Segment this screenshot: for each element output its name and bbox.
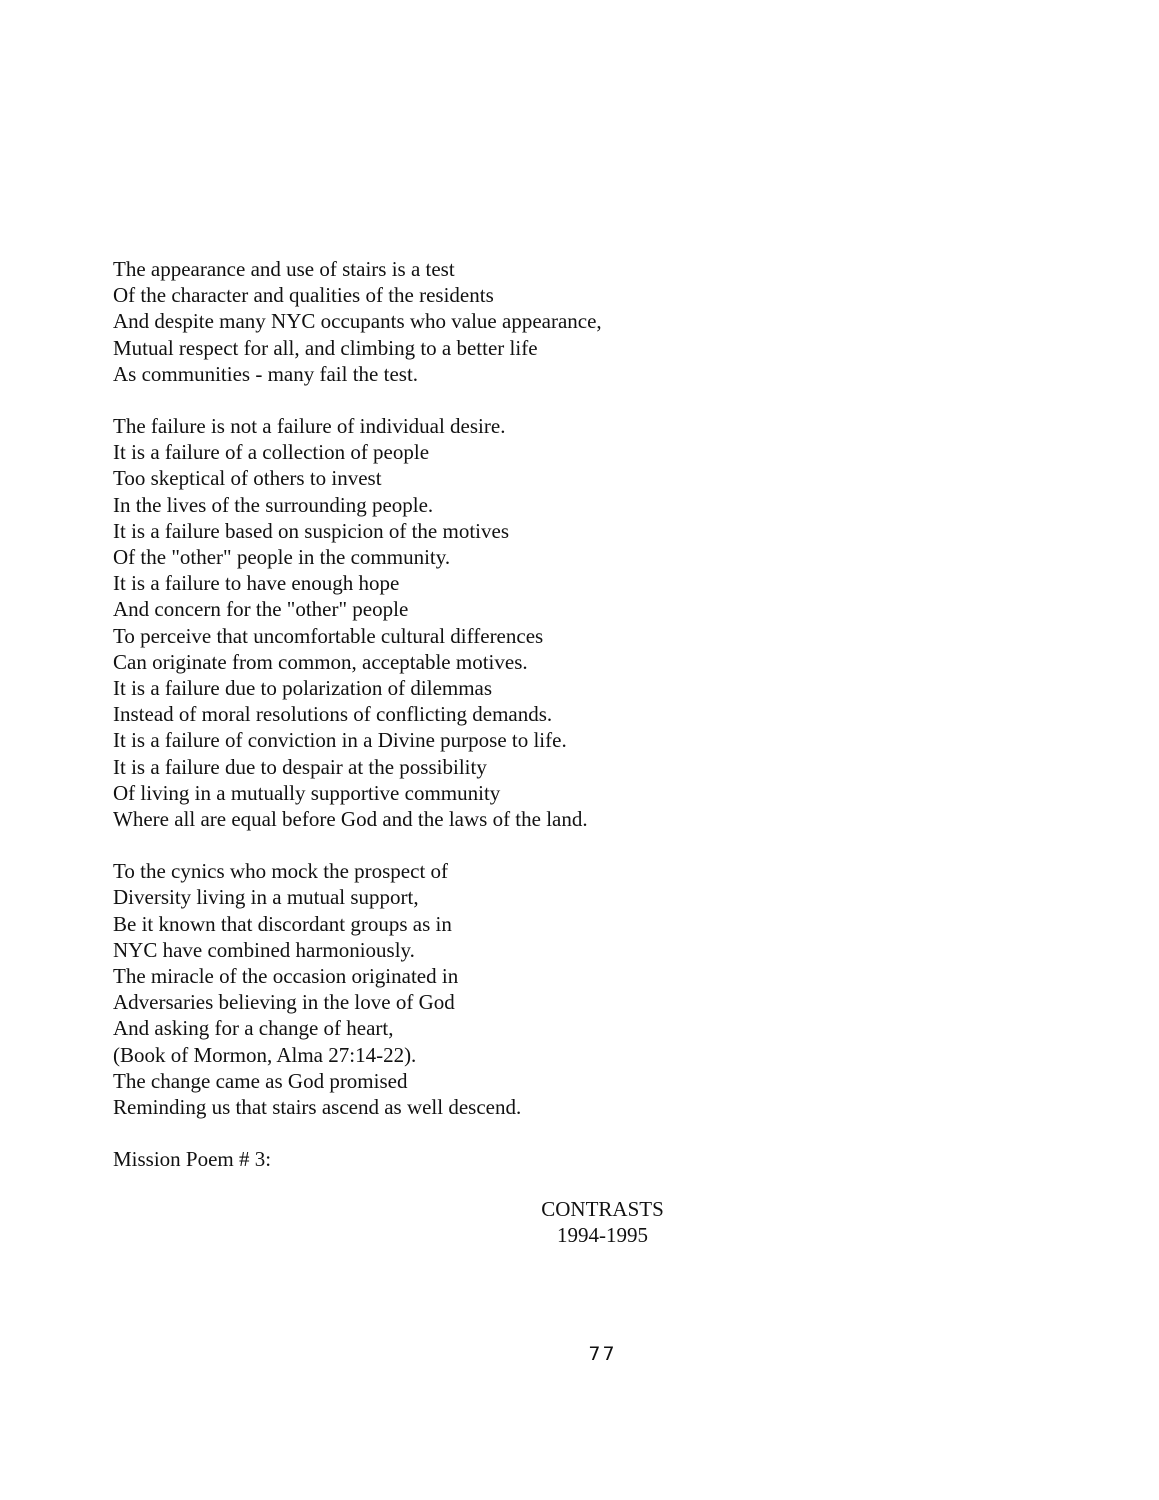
stanza-2: [113, 413, 813, 832]
poem-line: Of the "other" people in the community.: [113, 545, 451, 570]
poem-line: (Book of Mormon, Alma 27:14-22).: [113, 1042, 417, 1067]
poem-line: In the lives of the surrounding people.: [113, 492, 434, 517]
poem-line: And concern for the "other" people: [113, 597, 409, 622]
poem-line: NYC have combined harmoniously.: [113, 937, 415, 962]
poem-line: To the cynics who mock the prospect of: [113, 859, 449, 884]
poem-body: [113, 256, 813, 1172]
poem-line: And despite many NYC occupants who value appearance,: [113, 309, 602, 334]
poem-line: It is a failure based on suspicion of the motives: [113, 518, 509, 543]
poem-line: As communities - many fail the test.: [113, 361, 419, 386]
next-poem-title: CONTRASTS: [541, 1197, 664, 1221]
poem-line: The miracle of the occasion originated in: [113, 964, 459, 989]
poem-line: Be it known that discordant groups as in: [113, 911, 452, 936]
stanza-1: [113, 256, 813, 387]
poem-line: Too skeptical of others to invest: [113, 466, 382, 491]
poem-line: It is a failure to have enough hope: [113, 571, 400, 596]
poem-line: Of the character and qualities of the residents: [113, 283, 494, 308]
next-poem-years: 1994-1995: [557, 1223, 648, 1247]
poem-line: Of living in a mutually supportive community: [113, 780, 501, 805]
poem-line: It is a failure of conviction in a Divine purpose to life.: [113, 728, 567, 753]
stanza-3: [113, 858, 813, 1120]
poem-line: The appearance and use of stairs is a test: [113, 257, 455, 281]
poem-line: To perceive that uncomfortable cultural differences: [113, 623, 544, 648]
poem-line: The change came as God promised: [113, 1068, 408, 1093]
poem-line: It is a failure of a collection of people: [113, 440, 430, 465]
mission-poem-label: Mission Poem # 3:: [113, 1147, 272, 1172]
next-poem-heading: [0, 1196, 1159, 1248]
poem-line: Can originate from common, acceptable motives.: [113, 649, 528, 674]
poem-line: Mutual respect for all, and climbing to a better life: [113, 335, 538, 360]
poem-line: Where all are equal before God and the laws of the land.: [113, 807, 588, 832]
poem-line: It is a failure due to polarization of dilemmas: [113, 676, 493, 701]
poem-line: The failure is not a failure of individual desire.: [113, 414, 506, 439]
poem-line: And asking for a change of heart,: [113, 1016, 394, 1041]
poem-line: Instead of moral resolutions of conflicting demands.: [113, 702, 553, 727]
page-number: 77: [588, 1343, 617, 1365]
poem-line: Adversaries believing in the love of God: [113, 990, 455, 1015]
poem-line: Reminding us that stairs ascend as well descend.: [113, 1095, 522, 1120]
poem-line: It is a failure due to despair at the possibility: [113, 754, 487, 779]
poem-line: Diversity living in a mutual support,: [113, 885, 419, 910]
